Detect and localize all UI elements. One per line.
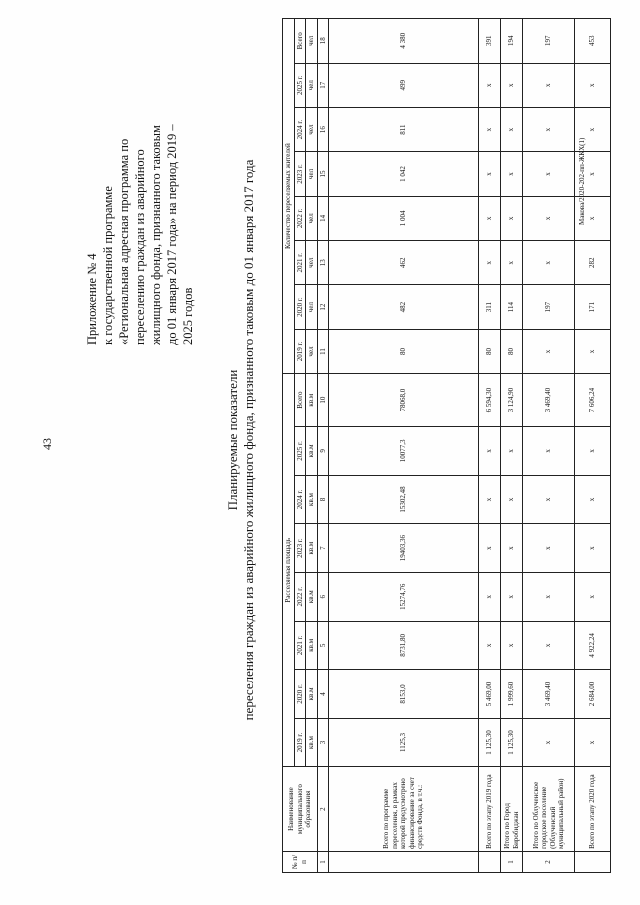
header-area-year: 2024 г.	[294, 475, 306, 524]
area-value: x	[523, 524, 575, 573]
column-number: 4	[317, 670, 329, 719]
area-value: x	[575, 475, 611, 524]
header-area-unit: кв.м	[306, 718, 318, 767]
column-number: 16	[317, 107, 329, 151]
area-value: 6 594,30	[479, 374, 501, 427]
table-row	[329, 19, 479, 873]
people-value: 4 380	[329, 19, 479, 64]
area-value: x	[479, 621, 501, 670]
area-value: 3 469,40	[523, 670, 575, 719]
appendix-line: до 01 января 2017 года» на период 2019 –	[165, 124, 179, 345]
people-value: x	[479, 241, 501, 285]
people-value: 811	[329, 107, 479, 151]
people-value: x	[575, 152, 611, 196]
area-value: x	[501, 621, 523, 670]
area-value: 2 684,00	[575, 670, 611, 719]
header-people-group: Количество переселяемых жителей	[283, 19, 295, 374]
people-value: 80	[479, 329, 501, 373]
row-number: 1	[501, 851, 523, 872]
people-value: x	[523, 241, 575, 285]
area-value: 8731,80	[329, 621, 479, 670]
people-value: x	[479, 152, 501, 196]
people-value: x	[501, 196, 523, 240]
header-area-year: 2022 г.	[294, 572, 306, 621]
area-value: x	[523, 718, 575, 767]
row-number: 2	[523, 851, 575, 872]
people-value: x	[501, 107, 523, 151]
people-value: x	[479, 107, 501, 151]
area-value: 7 606,24	[575, 374, 611, 427]
people-value: 194	[501, 19, 523, 64]
people-value: 80	[329, 329, 479, 373]
people-value: x	[575, 107, 611, 151]
area-value: x	[501, 475, 523, 524]
header-people-unit: чел	[306, 107, 318, 151]
area-value: 4 922,24	[575, 621, 611, 670]
people-value: x	[501, 63, 523, 107]
area-value: x	[479, 427, 501, 476]
area-value: 15302,48	[329, 475, 479, 524]
area-value: 3 469,40	[523, 374, 575, 427]
people-value: x	[501, 241, 523, 285]
area-value: 1 999,60	[501, 670, 523, 719]
area-value: 5 469,00	[479, 670, 501, 719]
area-value: x	[479, 572, 501, 621]
people-value: 80	[501, 329, 523, 373]
header-area-year: 2020 г.	[294, 670, 306, 719]
column-number: 10	[317, 374, 329, 427]
people-value: x	[501, 152, 523, 196]
column-number: 1	[317, 851, 329, 872]
header-people-unit: чел	[306, 19, 318, 64]
column-number: 2	[317, 767, 329, 852]
area-value: 8153,0	[329, 670, 479, 719]
appendix-line: 2025 годов	[181, 287, 195, 345]
area-value: x	[575, 427, 611, 476]
people-value: 1 042	[329, 152, 479, 196]
people-value: x	[575, 329, 611, 373]
title-line: Планируемые показатели	[225, 369, 240, 511]
header-area-unit: кв.м	[306, 572, 318, 621]
people-value: x	[523, 152, 575, 196]
area-value: x	[479, 475, 501, 524]
header-people-unit: чел	[306, 152, 318, 196]
column-number: 3	[317, 718, 329, 767]
row-name: Всего по этапу 2020 года	[575, 767, 611, 852]
header-people-year: 2021 г.	[294, 241, 306, 285]
header-people-unit: чел	[306, 241, 318, 285]
header-area-year: Всего	[294, 374, 306, 427]
appendix-note	[84, 75, 196, 345]
people-value: 391	[479, 19, 501, 64]
area-value: 1 125,30	[479, 718, 501, 767]
area-value: x	[523, 621, 575, 670]
people-value: x	[479, 196, 501, 240]
column-number: 8	[317, 475, 329, 524]
title-line: переселения граждан из аварийного жилищного фонда, признанного таковым до 01 января 2017 года	[241, 159, 256, 721]
footer-code: Макова/2020-202-пп-ЖКХ(1)	[578, 137, 586, 225]
column-number: 5	[317, 621, 329, 670]
people-value: x	[523, 63, 575, 107]
area-value: x	[479, 524, 501, 573]
column-number: 18	[317, 19, 329, 64]
area-value: 1125,3	[329, 718, 479, 767]
area-value: 78068,0	[329, 374, 479, 427]
column-number: 14	[317, 196, 329, 240]
appendix-line: жилищного фонда, признанного таковым	[149, 125, 163, 345]
header-people-year: Всего	[294, 19, 306, 64]
area-value: x	[501, 572, 523, 621]
people-value: x	[575, 196, 611, 240]
area-value: x	[501, 427, 523, 476]
area-value: 1 125,30	[501, 718, 523, 767]
row-name: Итого по Город Биробиджан	[501, 767, 523, 852]
area-value: 19403,36	[329, 524, 479, 573]
row-name: Итого по Облученское городское поселение (Облученский муниципальный район)	[523, 767, 575, 852]
people-value: 197	[523, 285, 575, 329]
header-people-year: 2025 г.	[294, 63, 306, 107]
column-number: 17	[317, 63, 329, 107]
header-area-unit: кв.м	[306, 427, 318, 476]
people-value: 171	[575, 285, 611, 329]
area-value: x	[575, 718, 611, 767]
people-value: 499	[329, 63, 479, 107]
people-value: x	[523, 329, 575, 373]
appendix-line: Приложение № 4	[85, 253, 99, 345]
column-number: 6	[317, 572, 329, 621]
header-people-unit: чел	[306, 63, 318, 107]
area-value: x	[501, 524, 523, 573]
people-value: x	[479, 63, 501, 107]
header-area-year: 2019 г.	[294, 718, 306, 767]
indicators-table	[282, 18, 611, 873]
area-value: x	[575, 524, 611, 573]
row-number	[575, 851, 611, 872]
people-value: x	[575, 63, 611, 107]
area-value: 10077,3	[329, 427, 479, 476]
header-people-year: 2020 г.	[294, 285, 306, 329]
table-row	[523, 19, 575, 873]
header-people-unit: чел	[306, 196, 318, 240]
area-value: x	[523, 427, 575, 476]
header-area-unit: кв.м	[306, 475, 318, 524]
header-area-unit: кв.м	[306, 621, 318, 670]
header-area-year: 2021 г.	[294, 621, 306, 670]
people-value: 453	[575, 19, 611, 64]
area-value: x	[523, 572, 575, 621]
header-people-year: 2023 г.	[294, 152, 306, 196]
people-value: 282	[575, 241, 611, 285]
column-number: 15	[317, 152, 329, 196]
header-area-year: 2025 г.	[294, 427, 306, 476]
header-people-year: 2024 г.	[294, 107, 306, 151]
header-area-unit: кв.м	[306, 374, 318, 427]
people-value: 197	[523, 19, 575, 64]
header-area-unit: кв.м	[306, 524, 318, 573]
people-value: 1 004	[329, 196, 479, 240]
people-value: 482	[329, 285, 479, 329]
area-value: x	[523, 475, 575, 524]
page-number: 43	[40, 438, 54, 450]
header-name: Наименование муниципального образования	[283, 767, 318, 852]
table-row	[479, 19, 501, 873]
column-number: 9	[317, 427, 329, 476]
row-number	[479, 851, 501, 872]
area-value: x	[575, 572, 611, 621]
header-area-year: 2023 г.	[294, 524, 306, 573]
people-value: 462	[329, 241, 479, 285]
row-number	[329, 851, 479, 872]
people-value: 311	[479, 285, 501, 329]
column-number: 13	[317, 241, 329, 285]
column-number: 11	[317, 329, 329, 373]
header-area-group: Расселяемая площадь	[283, 374, 295, 767]
area-value: 15274,76	[329, 572, 479, 621]
row-name: Всего по программе переселения, в рамках которой предусмотрено финансирование за счет средств Фонда, в т.ч.:	[329, 767, 479, 852]
header-people-year: 2019 г.	[294, 329, 306, 373]
header-people-year: 2022 г.	[294, 196, 306, 240]
header-area-unit: кв.м	[306, 670, 318, 719]
appendix-line: «Региональная адресная программа по	[117, 138, 131, 345]
people-value: x	[523, 196, 575, 240]
header-people-unit: чел	[306, 285, 318, 329]
area-value: 3 124,90	[501, 374, 523, 427]
row-name: Всего по этапу 2019 года	[479, 767, 501, 852]
document-title	[225, 75, 257, 805]
column-number: 12	[317, 285, 329, 329]
people-value: x	[523, 107, 575, 151]
header-num: № п/ п	[283, 851, 318, 872]
table-row	[501, 19, 523, 873]
appendix-line: к государственной программе	[101, 186, 115, 345]
people-value: 114	[501, 285, 523, 329]
header-people-unit: чел	[306, 329, 318, 373]
appendix-line: переселению граждан из аварийного	[133, 149, 147, 345]
column-number: 7	[317, 524, 329, 573]
